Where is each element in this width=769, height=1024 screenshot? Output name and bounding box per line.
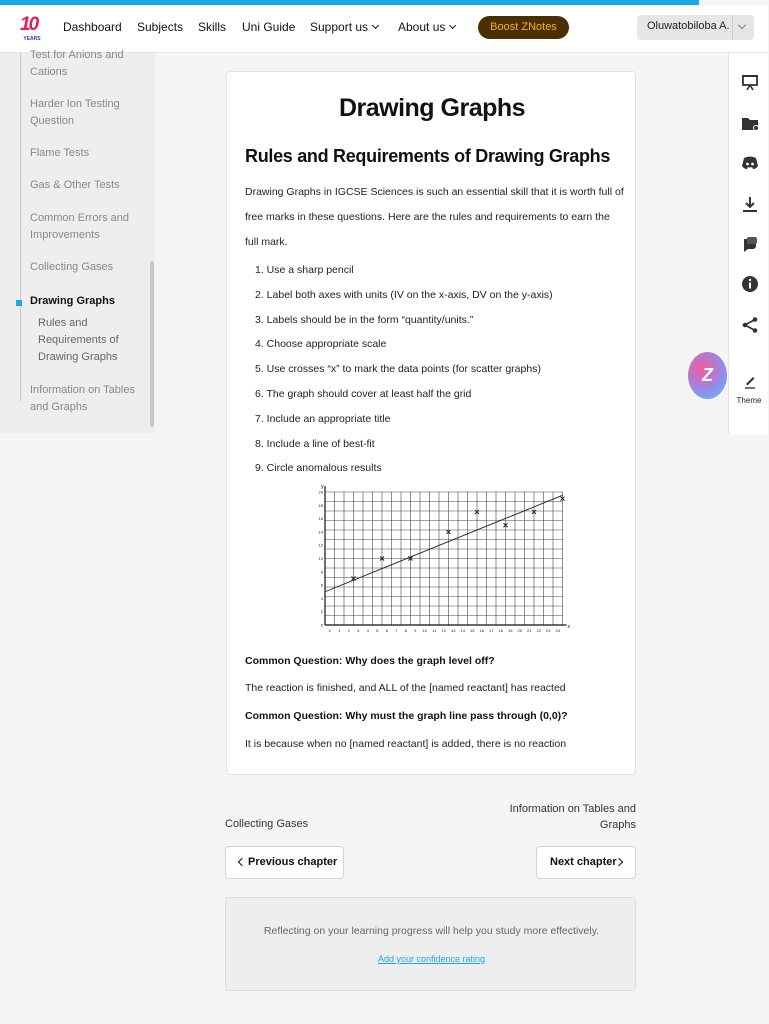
tool-rail xyxy=(728,53,768,435)
nav-uni-guide[interactable]: Uni Guide xyxy=(242,20,296,34)
logo-caption: YEARS xyxy=(23,36,41,42)
y-tick-label: 2 xyxy=(320,609,323,615)
folder-icon[interactable] xyxy=(741,114,759,132)
share-icon[interactable] xyxy=(741,316,759,334)
intro-paragraph: Drawing Graphs in IGCSE Sciences is such an essential skill that it is worth full of free marks in these questions. Here are the rules and requirements to earn the full mark. xyxy=(245,186,624,248)
y-tick-label: 12 xyxy=(318,542,323,548)
discord-icon[interactable] xyxy=(741,154,759,172)
answer-1: The reaction is finished, and ALL of the [named reactant] has reacted xyxy=(245,682,566,694)
theme-label[interactable]: Theme xyxy=(736,396,762,405)
list-item: 6. The graph should cover at least half the grid xyxy=(255,387,472,400)
x-tick-label: 11 xyxy=(432,628,437,633)
confidence-panel xyxy=(225,897,636,991)
previous-chapter-label: Previous chapter xyxy=(248,856,338,868)
x-tick-label: 0 xyxy=(328,628,331,633)
previous-chapter-button[interactable] xyxy=(225,846,344,879)
x-tick-label: 1 xyxy=(338,628,341,633)
chevron-down-icon xyxy=(372,22,379,29)
x-tick-label: 3 xyxy=(357,628,360,633)
answer-2: It is because when no [named reactant] is added, there is no reaction xyxy=(245,738,567,750)
y-tick-label: 14 xyxy=(318,529,323,535)
logo-number: 10 xyxy=(20,14,38,35)
x-tick-label: 7 xyxy=(395,628,398,633)
x-tick-label: 15 xyxy=(470,628,475,633)
section-heading: Rules and Requirements of Drawing Graphs xyxy=(245,146,611,166)
x-tick-label: 4 xyxy=(366,628,369,633)
info-icon[interactable] xyxy=(741,275,759,293)
x-tick-label: 9 xyxy=(414,628,417,633)
next-chapter-title[interactable]: Information on Tables and Graphs xyxy=(509,803,636,831)
common-question-2: Common Question: Why must the graph line pass through (0,0)? xyxy=(245,710,568,722)
x-tick-label: 23 xyxy=(546,628,551,633)
user-menu-divider xyxy=(732,15,733,40)
y-axis-label: y xyxy=(321,484,324,490)
pen-icon[interactable] xyxy=(741,372,759,390)
x-tick-label: 24 xyxy=(555,628,560,633)
y-tick-label: 18 xyxy=(318,502,323,508)
sidebar-track xyxy=(20,53,21,401)
rules-list xyxy=(245,258,625,481)
page-title: Drawing Graphs xyxy=(338,94,526,122)
znotes-assistant-badge[interactable]: Z xyxy=(688,352,727,399)
common-question-1: Common Question: Why does the graph level off? xyxy=(245,655,495,667)
x-tick-label: 2 xyxy=(347,628,350,633)
chevron-down-icon[interactable] xyxy=(738,21,746,29)
list-item: 4. Choose appropriate scale xyxy=(255,338,387,351)
sidebar-item-gas-other-tests[interactable]: Gas & Other Tests xyxy=(30,179,120,191)
sidebar-item-common-errors[interactable]: Common Errors and Improvements xyxy=(30,212,130,241)
top-navigation xyxy=(0,5,768,53)
list-item: 8. Include a line of best-fit xyxy=(255,437,375,450)
nav-support-us[interactable] xyxy=(310,19,378,35)
y-tick-label: 6 xyxy=(320,582,323,588)
list-item: 2. Label both axes with units (IV on the x-axis, DV on the y-axis) xyxy=(255,288,553,301)
chapter-sidebar xyxy=(0,49,155,433)
x-tick-label: 20 xyxy=(517,628,522,633)
list-item: 9. Circle anomalous results xyxy=(255,462,382,475)
x-tick-label: 8 xyxy=(404,628,407,633)
nav-skills[interactable]: Skills xyxy=(198,20,227,34)
nav-support-us-label: Support us xyxy=(310,20,369,34)
nav-about-us[interactable] xyxy=(398,19,455,35)
sidebar-item-collecting-gases[interactable]: Collecting Gases xyxy=(30,261,114,273)
sidebar-item-harder-ion-testing[interactable]: Harder Ion Testing Question xyxy=(30,98,120,127)
x-tick-label: 22 xyxy=(536,628,541,633)
x-tick-label: 14 xyxy=(460,628,465,633)
x-tick-label: 6 xyxy=(385,628,388,633)
user-menu[interactable] xyxy=(637,15,754,40)
chevron-left-icon xyxy=(238,858,246,866)
presentation-icon[interactable] xyxy=(741,73,759,91)
nav-about-us-label: About us xyxy=(398,20,446,34)
y-tick-label: 0 xyxy=(320,622,323,628)
y-tick-label: 8 xyxy=(320,569,323,575)
list-item: 5. Use crosses “x” to mark the data points (for scatter graphs) xyxy=(255,363,541,376)
user-name: Oluwatobiloba A. xyxy=(647,20,730,32)
chevron-down-icon xyxy=(449,22,456,29)
list-item: 7. Include an appropriate title xyxy=(255,412,391,425)
sidebar-item-drawing-graphs[interactable]: Drawing Graphs xyxy=(30,295,115,307)
x-axis-label: x xyxy=(567,624,570,630)
x-tick-label: 10 xyxy=(422,628,427,633)
x-tick-label: 18 xyxy=(498,628,503,633)
list-item: 1. Use a sharp pencil xyxy=(255,264,354,276)
sidebar-item-test-for-anions[interactable]: Test for Anions and Cations xyxy=(30,49,124,78)
sidebar-scrollbar[interactable] xyxy=(150,261,154,427)
example-graph-image xyxy=(311,484,570,634)
sidebar-subitem-rules[interactable]: Rules and Requirements of Drawing Graphs xyxy=(38,317,119,363)
y-tick-label: 4 xyxy=(320,595,323,601)
znotes-logo[interactable] xyxy=(20,14,44,44)
x-tick-label: 19 xyxy=(508,628,513,633)
reflect-text: Reflecting on your learning progress will help you study more effectively. xyxy=(263,925,600,937)
nav-dashboard[interactable]: Dashboard xyxy=(63,20,122,34)
sidebar-item-information-tables[interactable]: Information on Tables and Graphs xyxy=(30,384,135,413)
previous-chapter-title[interactable]: Collecting Gases xyxy=(225,818,309,830)
y-tick-label: 20 xyxy=(318,489,323,495)
x-tick-label: 16 xyxy=(479,628,484,633)
x-tick-label: 21 xyxy=(527,628,532,633)
active-chapter-marker xyxy=(16,300,22,306)
x-tick-label: 12 xyxy=(441,628,446,633)
x-tick-label: 5 xyxy=(376,628,379,633)
boost-znotes-button[interactable]: Boost ZNotes xyxy=(478,16,569,39)
list-item: 3. Labels should be in the form “quantity/units.” xyxy=(255,313,474,326)
y-tick-label: 16 xyxy=(318,516,323,522)
download-icon[interactable] xyxy=(741,195,759,213)
chat-icon[interactable] xyxy=(741,235,759,253)
x-tick-label: 17 xyxy=(489,628,494,633)
sidebar-item-flame-tests[interactable]: Flame Tests xyxy=(30,147,90,159)
x-tick-label: 13 xyxy=(451,628,456,633)
article-card xyxy=(226,71,636,775)
y-tick-label: 10 xyxy=(318,556,323,561)
nav-subjects[interactable]: Subjects xyxy=(137,20,184,34)
confidence-rating-link[interactable]: Add your confidence rating xyxy=(377,954,486,964)
next-chapter-button[interactable] xyxy=(536,846,636,879)
next-chapter-label: Next chapter xyxy=(550,856,617,868)
